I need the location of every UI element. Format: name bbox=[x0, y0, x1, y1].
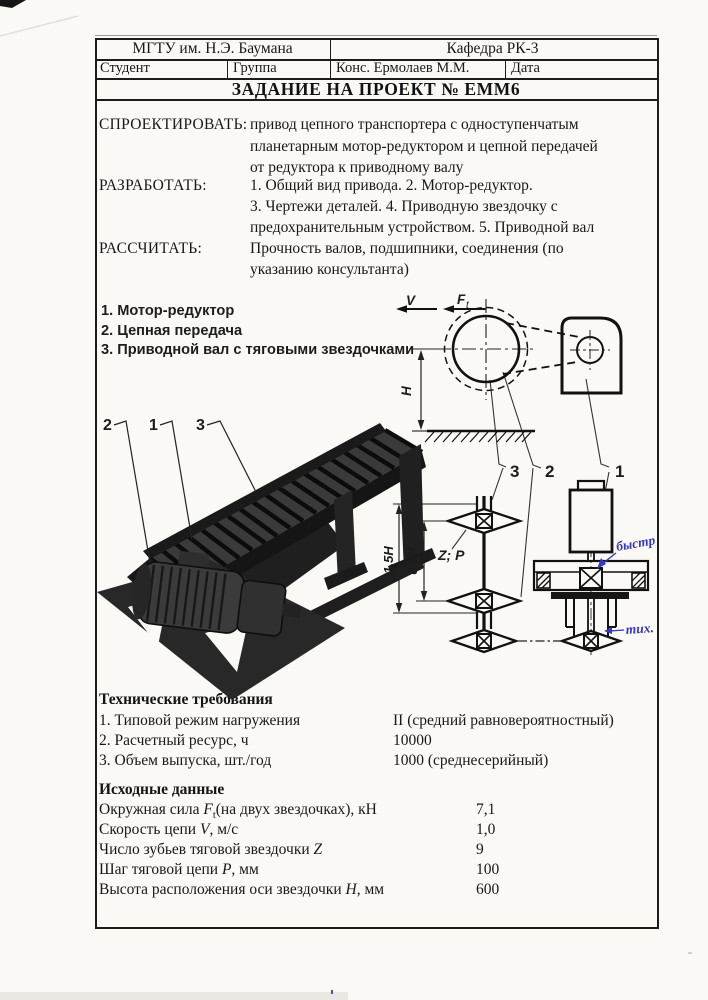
height-dim-label: H bbox=[399, 386, 414, 396]
project-title: ЗАДАНИЕ НА ПРОЕКТ № ЕММ6 bbox=[231, 79, 521, 99]
scheme-callout-2: 2 bbox=[545, 462, 555, 481]
date-label: Дата bbox=[511, 60, 540, 76]
label-text: , м/с bbox=[209, 821, 239, 838]
force-label-subscript: t bbox=[466, 300, 469, 311]
develop-label: РАЗРАБОТАТЬ: bbox=[99, 177, 207, 194]
math-var: H bbox=[345, 881, 357, 898]
motor-gear-head bbox=[236, 580, 286, 637]
math-var: P bbox=[221, 861, 232, 878]
develop-line: 1. Общий вид привода. 2. Мотор-редуктор. bbox=[250, 177, 533, 194]
tech-req-value: 10000 bbox=[393, 732, 432, 749]
develop-line: 3. Чертежи деталей. 4. Приводную звездочку с bbox=[250, 198, 558, 215]
conveyor-callout-3: 3 bbox=[196, 417, 205, 434]
sprocket-params-label: Z; P bbox=[438, 547, 465, 563]
scheme-callout-leaders bbox=[490, 372, 609, 597]
student-label: Студент bbox=[100, 60, 150, 76]
force-label: F bbox=[457, 292, 466, 307]
gearmotor-housing bbox=[562, 318, 621, 393]
scan-crease bbox=[0, 16, 78, 36]
ground-hatching bbox=[425, 431, 535, 442]
source-data-title: Исходные данные bbox=[99, 781, 225, 798]
label-text: , мм bbox=[356, 881, 385, 898]
label-text: Высота расположения оси звездочки bbox=[99, 881, 346, 898]
design-line: привод цепного транспортера с одноступенчатым bbox=[250, 116, 579, 133]
height-dimension bbox=[399, 349, 449, 431]
tech-requirements-title: Технические требования bbox=[99, 691, 273, 708]
note-fast-text: быстр bbox=[614, 532, 657, 554]
math-var: V bbox=[199, 821, 210, 838]
group-label: Группа bbox=[233, 60, 277, 76]
handwritten-note-slow bbox=[604, 620, 654, 637]
label-text: (на двух звездочках), кН bbox=[215, 801, 377, 818]
design-line: планетарным мотор-редуктором и цепной передачей bbox=[250, 138, 598, 155]
tech-req-label: 1. Типовой режим нагружения bbox=[99, 712, 301, 729]
source-data-value: 1,0 bbox=[476, 821, 496, 838]
scan-bottom-shadow bbox=[0, 992, 348, 1000]
scan-corner-mark bbox=[0, 0, 26, 8]
develop-line: предохранительным устройством. 5. Приводной вал bbox=[250, 219, 595, 236]
motor-shaft-stub bbox=[282, 604, 301, 618]
velocity-label: V bbox=[406, 293, 416, 308]
tech-req-label: 3. Объем выпуска, шт./год bbox=[99, 752, 272, 769]
traction-sprocket-symbol bbox=[448, 589, 520, 613]
university-name: МГТУ им. Н.Э. Баумана bbox=[132, 40, 293, 57]
source-data-value: 7,1 bbox=[476, 801, 496, 818]
label-text: Скорость цепи bbox=[99, 821, 200, 838]
velocity-arrow bbox=[396, 305, 437, 313]
traction-sprocket-symbol bbox=[448, 509, 520, 533]
consultant-name: Конс. Ермолаев М.М. bbox=[336, 60, 470, 76]
planet-carrier-bar bbox=[551, 592, 629, 599]
reducer-bearing-right bbox=[632, 573, 645, 588]
calculate-line: Прочность валов, подшипники, соединения (по bbox=[250, 240, 564, 257]
design-label: СПРОЕКТИРОВАТЬ: bbox=[99, 116, 248, 133]
source-data-value: 600 bbox=[476, 881, 500, 898]
note-slow-text: тих. bbox=[625, 620, 655, 637]
source-data-value: 9 bbox=[476, 841, 484, 858]
math-var: Z bbox=[313, 841, 323, 858]
label-text: Окружная сила bbox=[99, 801, 204, 818]
design-line: от редуктора к приводному валу bbox=[250, 159, 464, 176]
tech-req-label: 2. Расчетный ресурс, ч bbox=[99, 732, 249, 749]
label-text: Число зубьев тяговой звездочки bbox=[99, 841, 314, 858]
driven-chain-sprocket-symbol bbox=[452, 630, 516, 652]
math-var: F bbox=[203, 801, 213, 818]
legend-item: 1. Мотор-редуктор bbox=[101, 303, 235, 319]
dim-0-7h-label: 0,7H bbox=[405, 547, 420, 575]
legend-item: 2. Цепная передача bbox=[101, 323, 243, 339]
legend-item: 3. Приводной вал с тяговыми звездочками bbox=[101, 342, 415, 358]
conveyor-callout-2: 2 bbox=[103, 417, 112, 434]
calculate-label: РАССЧИТАТЬ: bbox=[99, 240, 203, 257]
reducer-bearing-left bbox=[537, 573, 550, 588]
source-data-value: 100 bbox=[476, 861, 500, 878]
tech-req-value: 1000 (среднесерийный) bbox=[393, 752, 549, 769]
motor-symbol bbox=[570, 490, 612, 552]
dim-1-5h-label: 1,5H bbox=[381, 546, 396, 574]
scheme-callout-1: 1 bbox=[615, 462, 625, 481]
calculate-line: указанию консультанта) bbox=[250, 261, 409, 278]
conveyor-callout-1: 1 bbox=[149, 417, 158, 434]
ink-speck bbox=[331, 990, 333, 994]
math-sub: t bbox=[212, 810, 216, 822]
label-text: Шаг тяговой цепи bbox=[99, 861, 222, 878]
planet-gear-symbol bbox=[580, 568, 602, 588]
scheme-callout-3: 3 bbox=[510, 462, 520, 481]
label-text: , мм bbox=[231, 861, 259, 878]
tech-req-value: II (средний равновероятностный) bbox=[393, 712, 614, 729]
department-name: Кафедра РК-3 bbox=[446, 40, 539, 57]
output-sprocket-symbol bbox=[562, 631, 620, 651]
scan-speck bbox=[688, 952, 692, 954]
